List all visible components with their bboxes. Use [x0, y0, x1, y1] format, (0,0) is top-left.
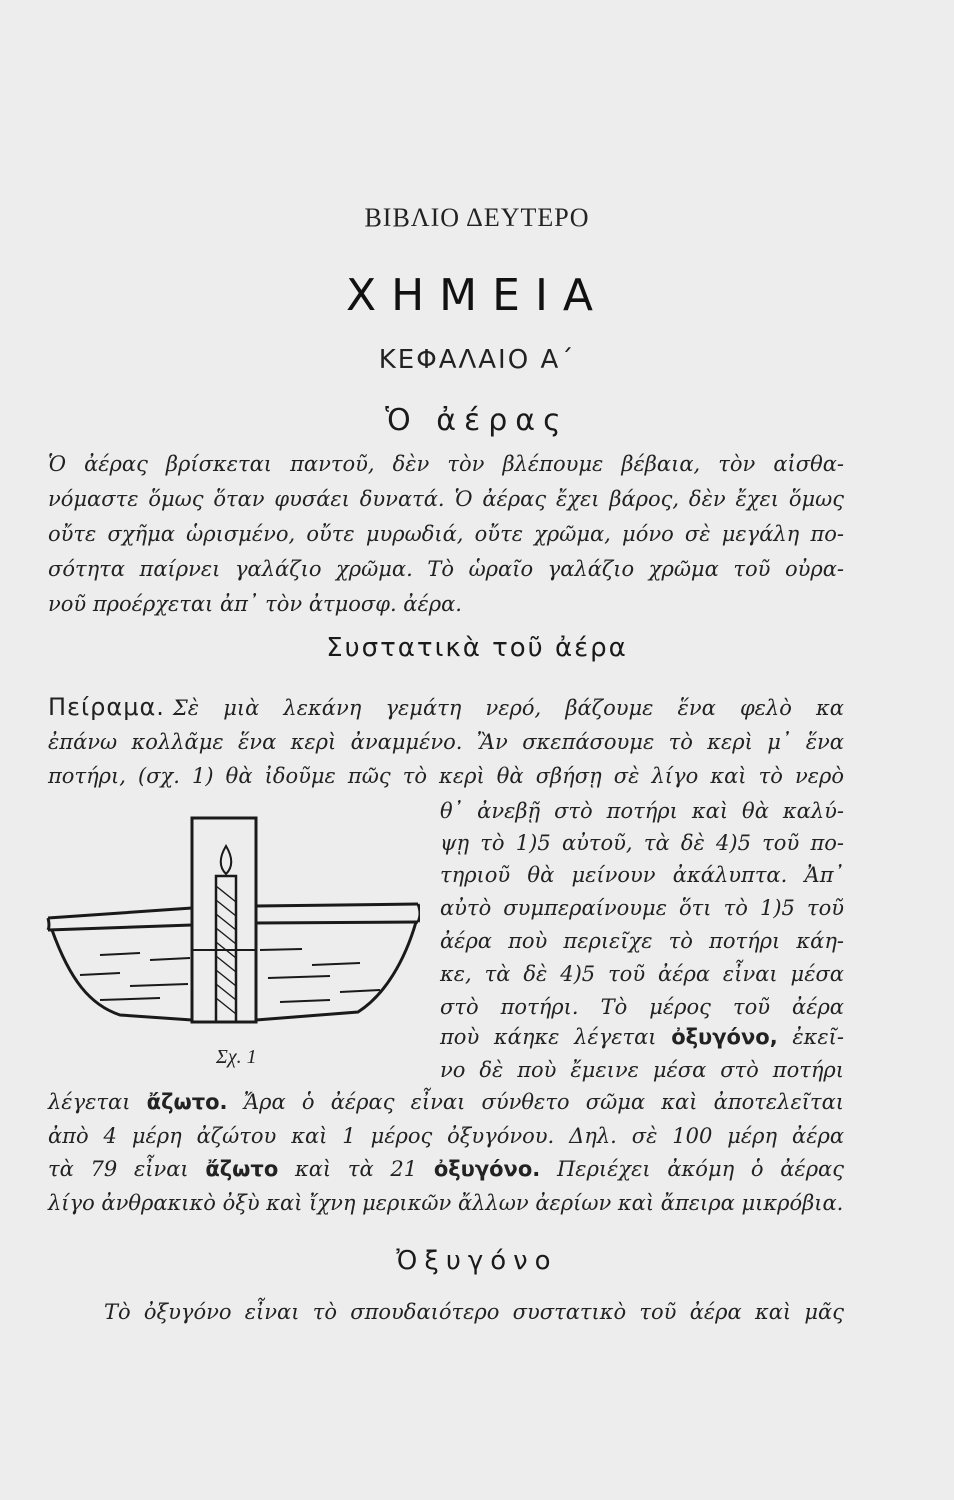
- basin-rim-front: [48, 922, 418, 930]
- flame-icon: [221, 846, 232, 874]
- narrow-line-2: ψῃ τὸ 1)5 αὐτοῦ, τὰ δὲ 4)5 τοῦ πο-: [440, 831, 844, 855]
- experiment-line-2: ἐπάνω κολλᾶμε ἕνα κερὶ ἀναμμένο. Ἂν σκεπάσουμε τὸ κερὶ μ᾽ ἕνα: [48, 730, 844, 754]
- oxygen-intro-line: Τὸ ὀξυγόνο εἶναι τὸ σπουδαιότερο συστατικὸ τοῦ ἀέρα καὶ μᾶς: [104, 1300, 844, 1324]
- intro-line-2: νόμαστε ὅμως ὅταν φυσάει δυνατά. Ὁ ἀέρας ἔχει βάρος, δὲν ἔχει ὅμως: [48, 487, 844, 511]
- term-nitrogen: ἄζωτο.: [146, 1090, 228, 1114]
- subsection-heading: Συστατικὰ τοῦ ἀέρα: [326, 633, 628, 663]
- experiment-text-1: Σὲ μιὰ λεκάνη γεμάτη νερό, βάζουμε ἕνα φελὸ κα: [172, 696, 844, 720]
- intro-line-4: σότητα παίρνει γαλάζιο χρῶμα. Τὸ ὡραῖο γαλάζιο χρῶμα τοῦ οὐρα-: [48, 557, 844, 581]
- narrow-line-7: στὸ ποτήρι. Τὸ μέρος τοῦ ἀέρα: [440, 995, 844, 1019]
- conclusion-text-1a: λέγεται: [48, 1090, 147, 1114]
- section-heading: Ὁ ἀέρας: [385, 403, 569, 438]
- page-title: ΧΗΜΕΙΑ: [345, 270, 609, 321]
- experiment-heading: Πείραμα.: [48, 693, 165, 721]
- chapter-heading: ΚΕΦΑΛΑΙΟ Α΄: [378, 345, 576, 375]
- intro-line-5: νοῦ προέρχεται ἀπ᾽ τὸν ἀτμοσφ. ἀέρα.: [48, 592, 462, 616]
- term-oxygen-2: ὀξυγόνο.: [433, 1157, 541, 1181]
- narrow-line-8-text: ποὺ κάηκε λέγεται: [440, 1025, 672, 1049]
- basin-rim-back: [48, 904, 418, 918]
- narrow-line-1: θ᾽ ἀνεβῇ στὸ ποτήρι καὶ θὰ καλύ-: [440, 799, 844, 823]
- narrow-line-8: [440, 1025, 844, 1049]
- conclusion-line-3: [48, 1157, 844, 1181]
- term-nitrogen-2: ἄζωτο: [205, 1157, 279, 1181]
- oxygen-heading: Ὀξυγόνο: [396, 1246, 558, 1276]
- conclusion-line-2: ἀπὸ 4 μέρη ἀζώτου καὶ 1 μέρος ὀξυγόνου. Δηλ. σὲ 100 μέρη ἀέρα: [48, 1124, 844, 1148]
- conclusion-text-3c: Περιέχει ἀκόμη ὁ ἀέρας: [540, 1157, 844, 1181]
- conclusion-line-4: λίγο ἀνθρακικὸ ὀξὺ καὶ ἴχνη μερικῶν ἄλλων ἀερίων καὶ ἄπειρα μικρόβια.: [48, 1191, 844, 1215]
- narrow-line-3: τηριοῦ θὰ μείνουν ἀκάλυπτα. Ἀπ᾽: [440, 863, 844, 887]
- narrow-line-9: νο δὲ ποὺ ἔμεινε μέσα στὸ ποτήρι: [440, 1058, 844, 1082]
- conclusion-text-3a: τὰ 79 εἶναι: [48, 1157, 206, 1181]
- experiment-line-3: ποτήρι, (σχ. 1) θὰ ἰδοῦμε πῶς τὸ κερὶ θὰ σβήσῃ σὲ λίγο καὶ τὸ νερὸ: [48, 764, 844, 788]
- narrow-line-8-end: ἐκεῖ-: [777, 1025, 844, 1049]
- conclusion-text-1b: Ἄρα ὁ ἀέρας εἶναι σύνθετο σῶμα καὶ ἀποτελεῖται: [227, 1090, 845, 1114]
- narrow-line-5: ἀέρα ποὺ περιεῖχε τὸ ποτήρι κάη-: [440, 929, 844, 953]
- book-label: ΒΙΒΛΙΟ ΔΕΥΤΕΡΟ: [364, 203, 590, 232]
- experiment-figure: [40, 810, 420, 1045]
- term-oxygen: ὀξυγόνο,: [671, 1025, 778, 1049]
- experiment-line-1: [48, 693, 844, 721]
- conclusion-text-3b: καὶ τὰ 21: [278, 1157, 434, 1181]
- figure-caption: Σχ. 1: [216, 1046, 257, 1068]
- intro-line-3: οὔτε σχῆμα ὡρισμένο, οὔτε μυρωδιά, οὔτε χρῶμα, μόνο σὲ μεγάλη πο-: [48, 522, 844, 546]
- conclusion-line-1: [48, 1090, 844, 1114]
- intro-line-1: Ὁ ἀέρας βρίσκεται παντοῦ, δὲν τὸν βλέπουμε βέβαια, τὸν αἰσθα-: [48, 452, 844, 476]
- narrow-line-4: αὐτὸ συμπεραίνουμε ὅτι τὸ 1)5 τοῦ: [440, 896, 844, 920]
- narrow-line-6: κε, τὰ δὲ 4)5 τοῦ ἀέρα εἶναι μέσα: [440, 962, 844, 986]
